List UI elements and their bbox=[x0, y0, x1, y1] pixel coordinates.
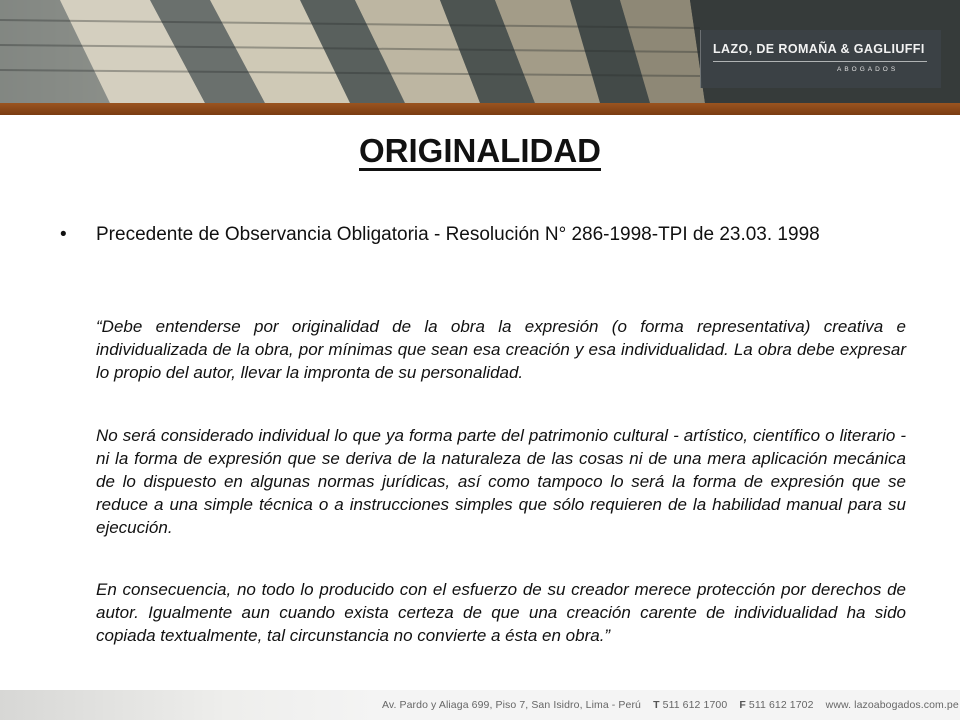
slide-title: ORIGINALIDAD bbox=[359, 132, 601, 169]
quote-paragraph-3: En consecuencia, no todo lo producido con el esfuerzo de su creador merece protección por derechos de autor. Igualmente aun cuando exista certeza de que una creación carente de individualidad ha sido copiada textualmente, tal circunstancia no convierte a ésta en obra.” bbox=[96, 580, 906, 645]
quote-paragraph-1: “Debe entenderse por originalidad de la obra la expresión (o forma representativa) creativa e individualizada de la obra, por mínimas que sean esa creación y esa individualidad. La obra debe expresar lo propio del autor, llevar la impronta de su personalidad. bbox=[96, 317, 906, 382]
fax-label: F bbox=[739, 699, 746, 711]
footer-website: www. lazoabogados.com.pe bbox=[825, 699, 959, 711]
footer-contact bbox=[382, 699, 959, 711]
footer-bar bbox=[0, 690, 960, 720]
footer-phone: 511 612 1700 bbox=[662, 699, 728, 711]
firm-logo bbox=[700, 30, 941, 88]
firm-name: LAZO, DE ROMAÑA & GAGLIUFFI bbox=[713, 42, 925, 56]
bullet-icon: • bbox=[60, 224, 67, 245]
firm-subtitle: ABOGADOS bbox=[837, 66, 899, 73]
bullet-text: Precedente de Observancia Obligatoria - Resolución N° 286-1998-TPI de 23.03. 1998 bbox=[96, 224, 820, 245]
footer-address: Av. Pardo y Aliaga 699, Piso 7, San Isidro, Lima - Perú bbox=[382, 699, 641, 711]
footer-decoration bbox=[0, 690, 380, 720]
header-divider-bar bbox=[0, 103, 960, 115]
header-banner-image bbox=[0, 0, 960, 103]
phone-label: T bbox=[653, 699, 660, 711]
footer-fax: 511 612 1702 bbox=[748, 699, 814, 711]
logo-divider bbox=[713, 61, 927, 62]
quote-paragraph-2: No será considerado individual lo que ya forma parte del patrimonio cultural - artístico, científico o literario - ni la forma de expresión que se deriva de la naturaleza de las cosas ni de una mera aplicación mecánica de lo dispuesto en algunas normas jurídicas, así como tampoco lo será la forma de expresión que se reduce a una simple técnica o a instrucciones simples que sólo requieren de la habilidad manual para su ejecución. bbox=[96, 426, 906, 537]
